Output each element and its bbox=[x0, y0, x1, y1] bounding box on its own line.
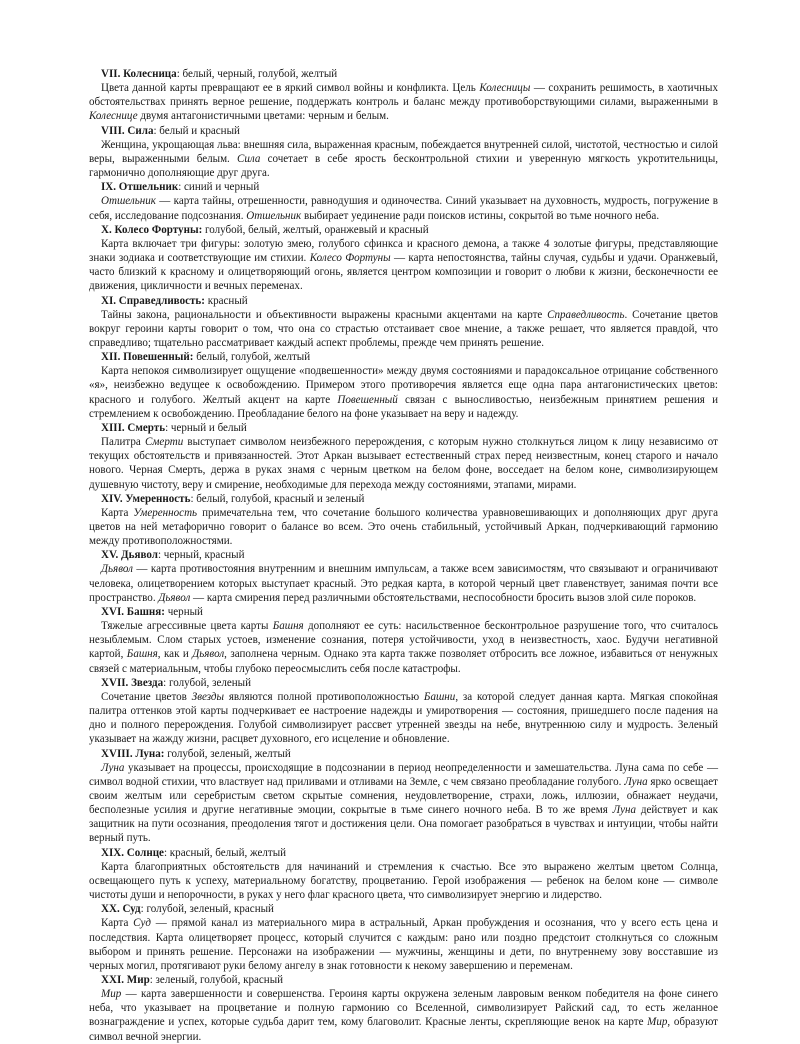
text-run: — карта противостояния внутренним и внешним импульсам, а также всем зависимостям, что связывают и ограничивают человека, олицетворением которых выступает красный. Это редкая карта, в которой черный цвет главенствует, занимая почти все пространство. bbox=[89, 563, 718, 604]
card-name-italic: Башни bbox=[423, 690, 456, 703]
text-run: Карта bbox=[101, 917, 134, 930]
document-body bbox=[89, 67, 718, 1044]
text-run: Карта непокоя символизирует ощущение «подвешенности» между двумя состояниями и парадоксальное отрицание собственного «я», неизбежно ведущее к освобождению. Примером этого противоречия является еще одна пара антагонистических цветов: красного и голубого. Желтый акцент на карте bbox=[89, 365, 718, 406]
text-run: Тайны закона, рациональности и объективности выражены красными акцентами на карте bbox=[101, 308, 548, 321]
section-colors: красный bbox=[204, 294, 248, 307]
text-run: действует и как защитник на пути осознания, преодоления тягот и достижения цели. Она помогает разобраться в чувствах и интуиции, чтобы найти верный путь. bbox=[89, 804, 719, 845]
section-colors: : голубой, зеленый bbox=[163, 676, 252, 689]
section-title: XVIII. Луна: bbox=[101, 747, 165, 760]
text-run: , образуют символ вечной энергии. bbox=[89, 1016, 719, 1043]
text-run: примечательна тем, что сочетание большого количества уравновешивающих и дополняющих друг друга цветов на ней метафорично говорит о балансе во всем. Это очень стабильный, устойчивый Аркан, подчеркивающий гармонию между противоположностями. bbox=[89, 506, 718, 548]
section-colors: : белый, черный, голубой, желтый bbox=[176, 68, 338, 80]
card-section bbox=[89, 747, 718, 846]
card-section bbox=[89, 846, 718, 903]
card-name-italic: Башня bbox=[126, 648, 158, 661]
text-run: Карта благоприятных обстоятельств для начинаний и стремления к счастью. Все это выражено желтым цветом Солнца, освещающего путь к успеху, материальному богатству, процветанию. Герой изображения — ребенок на белом коне — символе чистоты души и непорочности, в руках у него флаг красного цвета, что символизирует энергию и лидерство. bbox=[89, 860, 718, 902]
text-run: являются полной противоположностью bbox=[223, 690, 424, 703]
text-run: выбирает уединение ради поисков истины, сокрытой во тьме ночного неба. bbox=[301, 209, 660, 222]
text-run: — карта смирения перед различными обстоятельствами, неспособности бросить вызов злой силе пороков. bbox=[190, 591, 697, 604]
section-title: VIII. Сила bbox=[101, 124, 154, 137]
section-title: XXI. Мир bbox=[101, 974, 150, 986]
section-heading bbox=[89, 676, 718, 690]
section-text bbox=[89, 364, 718, 421]
text-run: Тяжелые агрессивные цвета карты bbox=[101, 620, 273, 633]
card-name-italic: Дьявол bbox=[158, 591, 191, 604]
card-name-italic: Колеснице bbox=[89, 110, 138, 123]
text-run: дополняют ее суть: насильственное бесконтрольное разрушение того, что считалось незыблемым. Слом старых устоев, изменение сознания, потеря устойчивости, уход в неизвестность, хаос. Будучи негативной картой, bbox=[89, 620, 718, 661]
text-run: . Сочетание цветов вокруг героини карты говорит о том, что она со страстью отстаивает свое мнение, а также решает, что является правдой, что справедливо; тщательно рассматривает каждый аспект проблемы, прежде чем принять решение. bbox=[89, 308, 718, 349]
card-name-italic: Суд bbox=[133, 917, 151, 930]
text-run: — карта завершенности и совершенства. Героиня карты окружена зеленым лавровым венком победителя на фоне синего неба, что указывает на процветание и полную гармонию со Вселенной, символизирует Райский сад, то есть желанное вознаграждение и успех, которые судьба дарит тем, кому благоволит. Красные ленты, скрепляющие венок на карте bbox=[89, 988, 718, 1029]
text-run: связан с выносливостью, неизбежным принятием решения и стремлением к освобождению. Преобладание белого на фоне указывает на веру и надежду. bbox=[89, 393, 718, 420]
card-name-italic: Башня bbox=[272, 620, 304, 633]
card-section bbox=[89, 605, 718, 676]
section-text bbox=[89, 237, 718, 294]
card-name-italic: Дьявол bbox=[192, 648, 225, 661]
card-name-italic: Луна bbox=[612, 804, 637, 817]
card-name-italic: Мир bbox=[101, 988, 122, 1001]
section-heading bbox=[89, 350, 718, 364]
text-run: выступает символом неизбежного перерождения, с которым нужно столкнуться лицом к лицу независимо от текущих обстоятельств и привязанностей. Этот Аркан вызывает естественный страх перед неизвестным, конец старого и начало нового. Черная Смерть, держа в руках знамя с черным цветком на белом фоне, восседает на белом коне, символизирующем душевную чистоту, веру и смирение, необходимые для перехода между состояниями, этапами, мирами. bbox=[89, 436, 718, 491]
card-name-italic: Справедливость bbox=[547, 308, 625, 321]
section-text bbox=[89, 562, 718, 604]
section-title: XX. Суд bbox=[101, 903, 141, 916]
section-text bbox=[89, 916, 718, 973]
text-run: указывает на процессы, происходящие в подсознании в период неопределенности и замешательства. Луна сама по себе — символ водной стихии, что властвует над приливами и отливами на Земле, с чем связано преобладание голубого. bbox=[89, 761, 718, 788]
section-text bbox=[89, 506, 718, 548]
card-name-italic: Луна bbox=[624, 775, 648, 788]
section-colors: белый, голубой, желтый bbox=[193, 351, 311, 364]
card-name-italic: Умеренность bbox=[133, 506, 198, 519]
card-section bbox=[89, 902, 718, 973]
card-section bbox=[89, 973, 718, 1044]
section-text bbox=[89, 435, 718, 492]
section-text bbox=[89, 194, 718, 222]
section-title: XVI. Башня: bbox=[101, 605, 165, 618]
section-colors: : синий и черный bbox=[178, 181, 260, 194]
card-name-italic: Смерти bbox=[145, 436, 184, 449]
text-run: Сочетание цветов bbox=[101, 690, 192, 703]
section-title: XII. Повешенный: bbox=[101, 351, 194, 364]
text-run: двумя антагонистичными цветами: черным и белым. bbox=[137, 110, 389, 123]
section-colors: : голубой, зеленый, красный bbox=[140, 903, 274, 916]
text-run: Карта включает три фигуры: золотую змею, голубого сфинкса и красного демона, а также 4 золотые фигуры, представляющие знаки зодиака и соответствующие им стихии. bbox=[89, 237, 718, 265]
section-text bbox=[89, 619, 718, 676]
section-heading bbox=[89, 605, 718, 619]
section-text bbox=[89, 308, 718, 350]
card-name-italic: Отшельник bbox=[101, 195, 156, 208]
section-title: XIV. Умеренность bbox=[101, 492, 191, 505]
section-colors: голубой, зеленый, желтый bbox=[164, 747, 291, 760]
section-heading bbox=[89, 492, 718, 506]
text-run: — сохранить решимость, в хаотичных обстоятельствах принять верное решение, поддержать контроль и баланс между противоборствующими силами, выраженными в bbox=[89, 82, 718, 109]
section-title: XIII. Смерть bbox=[101, 421, 166, 434]
text-run: — прямой канал из материального мира в астральный, Аркан пробуждения и осознания, что у всего есть цена и последствия. Карта олицетворяет процесс, который случится с каждым: рано или поздно предстоит столкнуться со сложным выбором и принять решение. Персонажи на изображении — мужчины, женщины и дети, по внутреннему зову восставшие из черных могил, протягивают руки белому ангелу в знак готовности к некому завершению и переменам. bbox=[89, 917, 718, 972]
section-heading bbox=[89, 223, 718, 237]
section-text bbox=[89, 81, 718, 123]
card-section bbox=[89, 492, 718, 549]
section-heading bbox=[89, 902, 718, 916]
card-section bbox=[89, 67, 718, 124]
text-run: , как и bbox=[157, 648, 193, 661]
card-name-italic: Звезды bbox=[191, 690, 224, 703]
section-text bbox=[89, 987, 718, 1044]
card-section bbox=[89, 350, 718, 421]
section-title: X. Колесо Фортуны: bbox=[101, 223, 203, 236]
section-colors: : красный, белый, желтый bbox=[163, 846, 287, 859]
card-name-italic: Колесо Фортуны bbox=[309, 252, 391, 265]
section-title: XV. Дьявол bbox=[101, 549, 158, 562]
section-heading bbox=[89, 180, 718, 194]
card-name-italic: Повешенный bbox=[337, 393, 398, 406]
section-title: IX. Отшельник bbox=[101, 181, 179, 194]
card-section bbox=[89, 676, 718, 747]
text-run: сочетает в себе ярость бесконтрольной стихии и уверенную мягкость укротительницы, гармонично дополняющие друг друга. bbox=[89, 152, 718, 180]
section-colors: : черный и белый bbox=[165, 421, 247, 434]
text-run: Цвета данной карты превращают ее в яркий символ войны и конфликта. Цель bbox=[101, 82, 480, 95]
text-run: Палитра bbox=[101, 436, 146, 449]
section-heading bbox=[89, 973, 718, 987]
section-title: XI. Справедливость: bbox=[101, 294, 205, 307]
section-colors: : черный, красный bbox=[157, 549, 245, 562]
section-title: XIX. Солнце bbox=[101, 846, 164, 859]
card-name-italic: Сила bbox=[237, 152, 261, 165]
card-section bbox=[89, 548, 718, 605]
section-text bbox=[89, 860, 718, 902]
section-title: XVII. Звезда bbox=[101, 676, 164, 689]
text-run: ярко освещает своим желтым или серебристым светом скрытые сомнения, неудовлетворение, страхи, ложь, иллюзии, обнажает неудачи, бесполезные усилия и другие негативные эмоции, сокрытые в тьме синего ночного неба. В то же время bbox=[89, 775, 718, 817]
text-run: , за которой следует данная карта. Мягкая спокойная палитра оттенков этой карты подчеркивает ее настроение надежды и умиротворения — состояния, пришедшего после падения на дно и полного перерождения. Голубой символизирует рассвет утренней звезды на небе, внутреннюю силу и мудрость. Зеленый указывает на жажду жизни, расцвет духовного, его исцеление и обновление. bbox=[89, 690, 718, 746]
card-name-italic: Дьявол bbox=[101, 563, 133, 576]
card-section bbox=[89, 223, 718, 294]
section-heading bbox=[89, 846, 718, 860]
section-title: VII. Колесница bbox=[101, 68, 177, 80]
card-section bbox=[89, 421, 718, 492]
card-name-italic: Луна bbox=[101, 761, 125, 774]
section-colors: : белый и красный bbox=[153, 124, 240, 137]
section-heading bbox=[89, 124, 718, 138]
text-run: Карта bbox=[101, 506, 134, 519]
section-heading bbox=[89, 67, 718, 81]
section-text bbox=[89, 690, 718, 747]
card-name-italic: Колесницы bbox=[479, 82, 531, 95]
section-text bbox=[89, 761, 718, 846]
section-heading bbox=[89, 548, 718, 562]
section-heading bbox=[89, 294, 718, 308]
section-colors: : зеленый, голубой, красный bbox=[149, 974, 284, 986]
card-section bbox=[89, 180, 718, 222]
text-run: , заполнена черным. Однако эта карта также позволяет отбросить все ложное, избавиться от ненужных связей с материальным, чтобы глубоко переосмыслить себя после катастрофы. bbox=[89, 648, 719, 675]
card-section bbox=[89, 294, 718, 351]
card-name-italic: Отшельник bbox=[246, 209, 302, 222]
text-run: — карта непостоянства, тайны случая, судьбы и удачи. Оранжевый, часто близкий к красному и олицетворяющий огонь, является центром композиции и говорит о любви к жизни, бесконечности ее движения, цикличности и вечных переменах. bbox=[89, 252, 719, 293]
section-heading bbox=[89, 421, 718, 435]
text-run: Женщина, укрощающая льва: внешняя сила, выраженная красным, побеждается внутренней силой, чистотой, честностью и силой веры, выраженными белым. bbox=[89, 138, 718, 165]
section-colors: : белый, голубой, красный и зеленый bbox=[190, 492, 365, 505]
section-colors: голубой, белый, желтый, оранжевый и красный bbox=[202, 223, 429, 236]
section-colors: черный bbox=[164, 605, 203, 618]
section-text bbox=[89, 138, 718, 180]
card-name-italic: Мир bbox=[647, 1016, 668, 1029]
text-run: — карта тайны, отрешенности, равнодушия и одиночества. Синий указывает на духовность, мудрость, погружение в себя, исследование подсознания. bbox=[89, 195, 718, 222]
card-section bbox=[89, 124, 718, 181]
section-heading bbox=[89, 747, 718, 761]
